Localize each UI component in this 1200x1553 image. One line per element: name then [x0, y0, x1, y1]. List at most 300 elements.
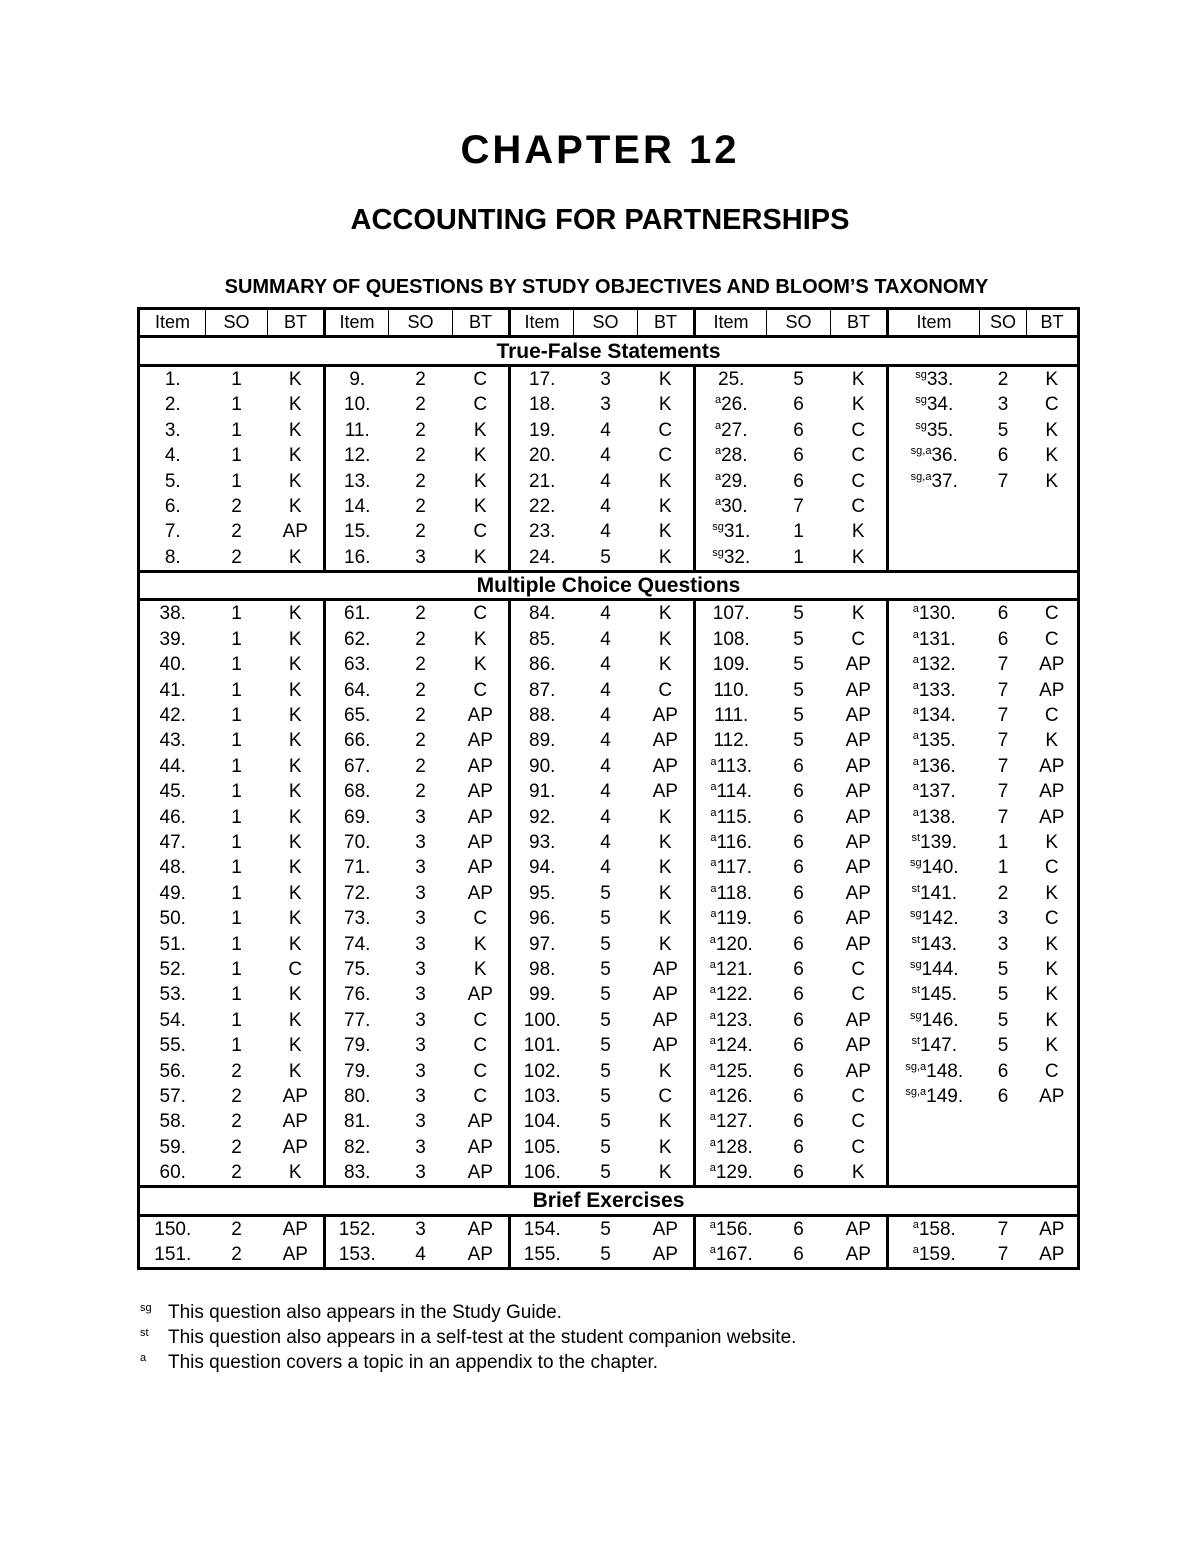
- bt-cell: K: [268, 703, 325, 728]
- item-source-mark: sg,a: [910, 470, 932, 483]
- so-cell: 2: [415, 781, 426, 803]
- item-cell: [510, 957, 574, 982]
- item-number: 48.: [159, 857, 186, 879]
- item-cell: [510, 703, 574, 728]
- so-cell: 1: [231, 781, 242, 803]
- bt-cell: K: [1045, 984, 1059, 1006]
- item-cell: [325, 1242, 389, 1269]
- so-cell: 3: [997, 933, 1009, 955]
- so-cell: 2: [997, 882, 1009, 904]
- item-source-mark: st: [911, 984, 921, 997]
- so-cell: 2: [415, 654, 426, 676]
- bt-cell: K: [268, 855, 325, 880]
- table-row: [139, 1109, 1079, 1134]
- item-number: 66.: [344, 730, 371, 752]
- so-cell: 6: [793, 984, 804, 1006]
- item-cell: [695, 779, 767, 804]
- item-source-mark: st: [911, 1035, 921, 1048]
- so-cell: 2: [415, 755, 426, 777]
- item-cell: [888, 418, 980, 443]
- item-number: 79.: [344, 1060, 371, 1082]
- item-cell: [695, 906, 767, 931]
- bt-cell: K: [638, 830, 695, 855]
- item-cell: [510, 545, 574, 572]
- so-cell: 5: [793, 654, 804, 676]
- item-number: 113.: [716, 755, 753, 777]
- item-number: 151.: [154, 1244, 192, 1266]
- bt-cell: AP: [831, 855, 888, 880]
- so-cell: 6: [793, 1218, 804, 1240]
- item-source-mark: sg: [909, 857, 922, 870]
- item-number: 125.: [715, 1060, 753, 1082]
- item-cell: [325, 1215, 389, 1242]
- item-cell: [139, 443, 206, 468]
- bt-cell: K: [268, 652, 325, 677]
- bt-cell: AP: [453, 1109, 510, 1134]
- item-number: 110.: [713, 679, 750, 701]
- bt-cell: K: [268, 881, 325, 906]
- so-cell: 6: [793, 445, 804, 467]
- item-number: 119.: [716, 908, 753, 930]
- column-header: SO: [574, 309, 638, 337]
- item-number: 75.: [344, 958, 371, 980]
- item-source-mark: a: [709, 1060, 716, 1073]
- bt-cell: K: [638, 1109, 695, 1134]
- item-number: 79.: [344, 1035, 371, 1057]
- so-cell: 1: [231, 1009, 242, 1031]
- so-cell: 2: [231, 495, 242, 517]
- item-source-mark: a: [912, 730, 919, 743]
- so-cell: [980, 519, 1027, 544]
- item-cell: [695, 519, 767, 544]
- item-number: 44.: [159, 755, 186, 777]
- item-cell: [695, 627, 767, 652]
- bt-cell: AP: [453, 982, 510, 1007]
- so-cell: 3: [997, 908, 1009, 930]
- so-cell: 4: [600, 857, 611, 879]
- bt-cell: AP: [831, 881, 888, 906]
- item-number: 155.: [523, 1244, 561, 1266]
- bt-cell: K: [268, 931, 325, 956]
- item-cell: [888, 365, 980, 392]
- item-number: 46.: [159, 806, 186, 828]
- so-cell: 5: [997, 1035, 1009, 1057]
- so-cell: 2: [231, 546, 242, 568]
- item-source-mark: a: [912, 705, 919, 718]
- bt-cell: C: [453, 1084, 510, 1109]
- item-source-mark: sg: [915, 368, 927, 381]
- bt-cell: AP: [638, 703, 695, 728]
- item-number: 96.: [529, 908, 556, 930]
- item-cell: [695, 600, 767, 627]
- so-cell: 5: [600, 933, 611, 955]
- item-number: 111.: [714, 705, 749, 727]
- item-number: 3.: [164, 419, 181, 441]
- item-number: 140.: [921, 857, 959, 879]
- bt-cell: K: [638, 1160, 695, 1187]
- so-cell: 4: [600, 806, 611, 828]
- item-cell: [695, 1242, 767, 1269]
- item-number: 41.: [159, 679, 186, 701]
- so-cell: 1: [231, 806, 242, 828]
- item-cell: [510, 1008, 574, 1033]
- so-cell: 7: [997, 654, 1009, 676]
- bt-cell: C: [831, 494, 888, 519]
- so-cell: 5: [793, 705, 804, 727]
- so-cell: 5: [600, 1009, 611, 1031]
- item-number: 144.: [921, 958, 959, 980]
- bt-cell: K: [638, 600, 695, 627]
- so-cell: 2: [231, 1162, 242, 1184]
- bt-cell: AP: [831, 804, 888, 829]
- footnote: $^{st}$ This question also appears in a self-test at the student companion website.: [140, 1327, 797, 1348]
- bt-cell: AP: [268, 1135, 325, 1160]
- bt-cell: K: [638, 652, 695, 677]
- item-number: 127.: [715, 1111, 753, 1133]
- item-cell: [139, 1215, 206, 1242]
- item-number: 19.: [529, 419, 556, 441]
- bt-cell: K: [1045, 419, 1059, 441]
- item-cell: [510, 982, 574, 1007]
- so-cell: 3: [415, 984, 426, 1006]
- bt-cell: K: [453, 931, 510, 956]
- table-row: [139, 779, 1079, 804]
- section-header-row: [139, 571, 1079, 599]
- item-number: 60.: [159, 1162, 186, 1184]
- bt-cell: C: [831, 627, 888, 652]
- bt-cell: K: [268, 804, 325, 829]
- so-cell: 5: [600, 984, 611, 1006]
- bt-cell: K: [638, 494, 695, 519]
- column-header: BT: [1027, 309, 1079, 337]
- item-cell: [325, 804, 389, 829]
- table-row: [139, 906, 1079, 931]
- bt-cell: C: [638, 677, 695, 702]
- item-source-mark: a: [912, 654, 919, 667]
- so-cell: 2: [231, 1244, 242, 1266]
- table-row: [139, 957, 1079, 982]
- item-cell: [139, 1109, 206, 1134]
- bt-cell: C: [831, 1135, 888, 1160]
- item-number: 146.: [921, 1009, 959, 1031]
- table-body: [139, 337, 1079, 1269]
- so-cell: 1: [231, 705, 242, 727]
- item-number: 40.: [159, 654, 186, 676]
- item-source-mark: a: [912, 603, 919, 616]
- item-cell: [139, 881, 206, 906]
- bt-cell: C: [1044, 1060, 1059, 1082]
- item-cell: [139, 754, 206, 779]
- item-cell: [695, 1084, 767, 1109]
- item-number: 83.: [344, 1162, 371, 1184]
- item-number: 62.: [344, 628, 371, 650]
- bt-cell: [1027, 1135, 1079, 1160]
- item-cell: [139, 1084, 206, 1109]
- item-cell: [325, 830, 389, 855]
- so-cell: 5: [600, 1111, 611, 1133]
- footnotes: [140, 1300, 796, 1375]
- bt-cell: C: [831, 957, 888, 982]
- item-number: 98.: [529, 958, 556, 980]
- item-cell: [695, 1215, 767, 1242]
- item-number: 6.: [164, 495, 181, 517]
- table-row: [139, 418, 1079, 443]
- so-cell: 6: [793, 419, 804, 441]
- table-row: [139, 677, 1079, 702]
- item-cell: [888, 931, 980, 956]
- item-cell: [888, 1033, 980, 1058]
- so-cell: 6: [793, 755, 804, 777]
- item-number: 30.: [721, 495, 748, 517]
- so-cell: 1: [231, 933, 242, 955]
- so-cell: 2: [415, 679, 426, 701]
- bt-cell: AP: [453, 1242, 510, 1269]
- so-cell: 5: [600, 882, 611, 904]
- item-number: 87.: [529, 679, 556, 701]
- so-cell: 5: [997, 958, 1009, 980]
- item-cell: [325, 982, 389, 1007]
- item-source-mark: a: [912, 1218, 919, 1231]
- bt-cell: AP: [638, 754, 695, 779]
- item-number: 42.: [159, 705, 186, 727]
- so-cell: 4: [600, 705, 611, 727]
- item-cell: [325, 703, 389, 728]
- item-cell: [139, 1008, 206, 1033]
- item-number: 35.: [926, 419, 954, 441]
- so-cell: 7: [997, 679, 1009, 701]
- bt-cell: K: [1045, 832, 1059, 853]
- item-cell: [139, 804, 206, 829]
- bt-cell: K: [831, 545, 888, 572]
- item-number: 22.: [529, 495, 556, 517]
- item-number: 50.: [159, 908, 186, 930]
- bt-cell: AP: [638, 779, 695, 804]
- so-cell: 6: [793, 1060, 804, 1082]
- item-source-mark: a: [714, 394, 722, 407]
- item-source-mark: a: [710, 882, 717, 895]
- bt-cell: K: [268, 627, 325, 652]
- item-number: 139.: [920, 832, 958, 853]
- so-cell: 6: [793, 1085, 804, 1107]
- item-number: 58.: [159, 1111, 186, 1133]
- item-cell: [888, 443, 980, 468]
- bt-cell: AP: [453, 1135, 510, 1160]
- item-number: 43.: [159, 730, 186, 752]
- item-cell: [888, 677, 980, 702]
- bt-cell: C: [453, 365, 510, 392]
- column-header: Item: [695, 309, 767, 337]
- item-number: 15.: [344, 521, 371, 543]
- so-cell: 7: [997, 1218, 1009, 1240]
- item-source-mark: sg: [909, 1009, 922, 1022]
- item-number: 95.: [529, 882, 556, 904]
- bt-cell: C: [453, 1033, 510, 1058]
- table-row: [139, 1215, 1079, 1242]
- so-cell: 2: [415, 419, 426, 441]
- item-cell: [325, 519, 389, 544]
- so-cell: 5: [600, 1035, 611, 1057]
- so-cell: 1: [231, 654, 242, 676]
- so-cell: 3: [997, 394, 1009, 416]
- table-row: [139, 982, 1079, 1007]
- bt-cell: K: [268, 677, 325, 702]
- item-cell: [510, 1109, 574, 1134]
- item-cell: [695, 1008, 767, 1033]
- bt-cell: K: [638, 519, 695, 544]
- item-cell: [139, 931, 206, 956]
- bt-cell: AP: [453, 703, 510, 728]
- item-cell: [695, 1160, 767, 1187]
- bt-cell: AP: [268, 1084, 325, 1109]
- bt-cell: AP: [1039, 679, 1065, 701]
- item-source-mark: a: [912, 679, 919, 692]
- bt-cell: K: [831, 600, 888, 627]
- item-number: 147.: [920, 1035, 958, 1057]
- item-cell: [888, 1084, 980, 1109]
- so-cell: 4: [600, 730, 611, 752]
- so-cell: 4: [600, 495, 611, 517]
- item-number: 103.: [523, 1085, 561, 1107]
- so-cell: 5: [600, 958, 611, 980]
- so-cell: 6: [793, 1244, 804, 1266]
- so-cell: 2: [415, 394, 426, 416]
- item-cell: [888, 779, 980, 804]
- so-cell: 2: [415, 705, 426, 727]
- item-number: 109.: [712, 654, 750, 676]
- so-cell: 3: [415, 546, 426, 568]
- item-number: 128.: [715, 1136, 753, 1158]
- so-cell: 1: [997, 832, 1009, 853]
- so-cell: [980, 1160, 1027, 1187]
- item-number: 84.: [529, 603, 556, 625]
- so-cell: 3: [415, 806, 426, 828]
- table-row: [139, 1008, 1079, 1033]
- item-cell: [139, 1033, 206, 1058]
- item-number: 52.: [159, 958, 186, 980]
- item-cell: [695, 365, 767, 392]
- item-cell: [325, 627, 389, 652]
- item-number: 65.: [344, 705, 371, 727]
- item-cell: [325, 1135, 389, 1160]
- item-cell: [695, 545, 767, 572]
- item-cell: [325, 418, 389, 443]
- bt-cell: AP: [831, 728, 888, 753]
- item-number: 137.: [918, 781, 956, 803]
- bt-cell: AP: [638, 982, 695, 1007]
- item-cell: [888, 906, 980, 931]
- table-row: [139, 703, 1079, 728]
- so-cell: 3: [415, 1162, 426, 1184]
- item-source-mark: sg: [712, 521, 724, 534]
- item-source-mark: sg: [915, 419, 927, 432]
- so-cell: 3: [415, 1085, 426, 1107]
- item-cell: [325, 365, 389, 392]
- item-number: 63.: [344, 654, 371, 676]
- bt-cell: C: [831, 1109, 888, 1134]
- bt-cell: K: [268, 468, 325, 493]
- so-cell: [980, 1109, 1027, 1134]
- item-number: 14.: [344, 495, 371, 517]
- item-number: 69.: [344, 806, 371, 828]
- bt-cell: C: [453, 677, 510, 702]
- so-cell: 5: [600, 908, 611, 930]
- item-cell: [139, 392, 206, 417]
- item-cell: [139, 652, 206, 677]
- item-cell: [139, 1160, 206, 1187]
- table-row: [139, 392, 1079, 417]
- item-cell: [510, 652, 574, 677]
- item-number: 20.: [529, 445, 556, 467]
- so-cell: 1: [231, 394, 242, 416]
- so-cell: 1: [231, 1035, 242, 1057]
- item-cell: [510, 627, 574, 652]
- item-cell: [325, 392, 389, 417]
- item-number: 158.: [918, 1218, 956, 1240]
- item-number: 156.: [715, 1218, 753, 1240]
- so-cell: 4: [600, 628, 611, 650]
- item-cell: [139, 365, 206, 392]
- bt-cell: K: [638, 627, 695, 652]
- so-cell: 5: [600, 1136, 611, 1158]
- column-header: Item: [510, 309, 574, 337]
- so-cell: 5: [793, 730, 804, 752]
- so-cell: 4: [600, 419, 611, 441]
- bt-cell: K: [268, 443, 325, 468]
- so-cell: 6: [793, 958, 804, 980]
- item-cell: [139, 957, 206, 982]
- item-cell: [325, 652, 389, 677]
- item-cell: [510, 1058, 574, 1083]
- item-cell: [888, 855, 980, 880]
- bt-cell: AP: [831, 1215, 888, 1242]
- bt-cell: [1027, 519, 1079, 544]
- item-cell: [510, 881, 574, 906]
- column-header: SO: [980, 309, 1027, 337]
- table-row: [139, 931, 1079, 956]
- item-cell: [139, 545, 206, 572]
- item-number: 135.: [918, 730, 956, 752]
- item-number: 77.: [344, 1009, 371, 1031]
- item-cell: [325, 1033, 389, 1058]
- item-number: 130.: [918, 603, 956, 625]
- footnote-text: This question also appears in the Study Guide.: [168, 1302, 562, 1323]
- bt-cell: C: [831, 982, 888, 1007]
- column-header: Item: [325, 309, 389, 337]
- item-cell: [325, 468, 389, 493]
- bt-cell: AP: [1039, 654, 1065, 676]
- so-cell: 2: [231, 521, 242, 543]
- item-source-mark: a: [709, 1162, 716, 1175]
- bt-cell: K: [638, 906, 695, 931]
- so-cell: [980, 494, 1027, 519]
- item-cell: [695, 1033, 767, 1058]
- bt-cell: K: [831, 519, 888, 544]
- bt-cell: K: [638, 468, 695, 493]
- column-header: BT: [638, 309, 695, 337]
- item-number: 36.: [931, 445, 958, 467]
- so-cell: 4: [600, 521, 611, 543]
- item-number: 27.: [721, 419, 748, 441]
- item-cell: [695, 1109, 767, 1134]
- bt-cell: AP: [453, 1215, 510, 1242]
- bt-cell: AP: [638, 1242, 695, 1269]
- item-number: 49.: [159, 882, 186, 904]
- bt-cell: C: [638, 1084, 695, 1109]
- item-cell: [888, 703, 980, 728]
- so-cell: 1: [231, 908, 242, 930]
- item-number: 118.: [716, 882, 753, 904]
- item-number: 32.: [723, 546, 751, 568]
